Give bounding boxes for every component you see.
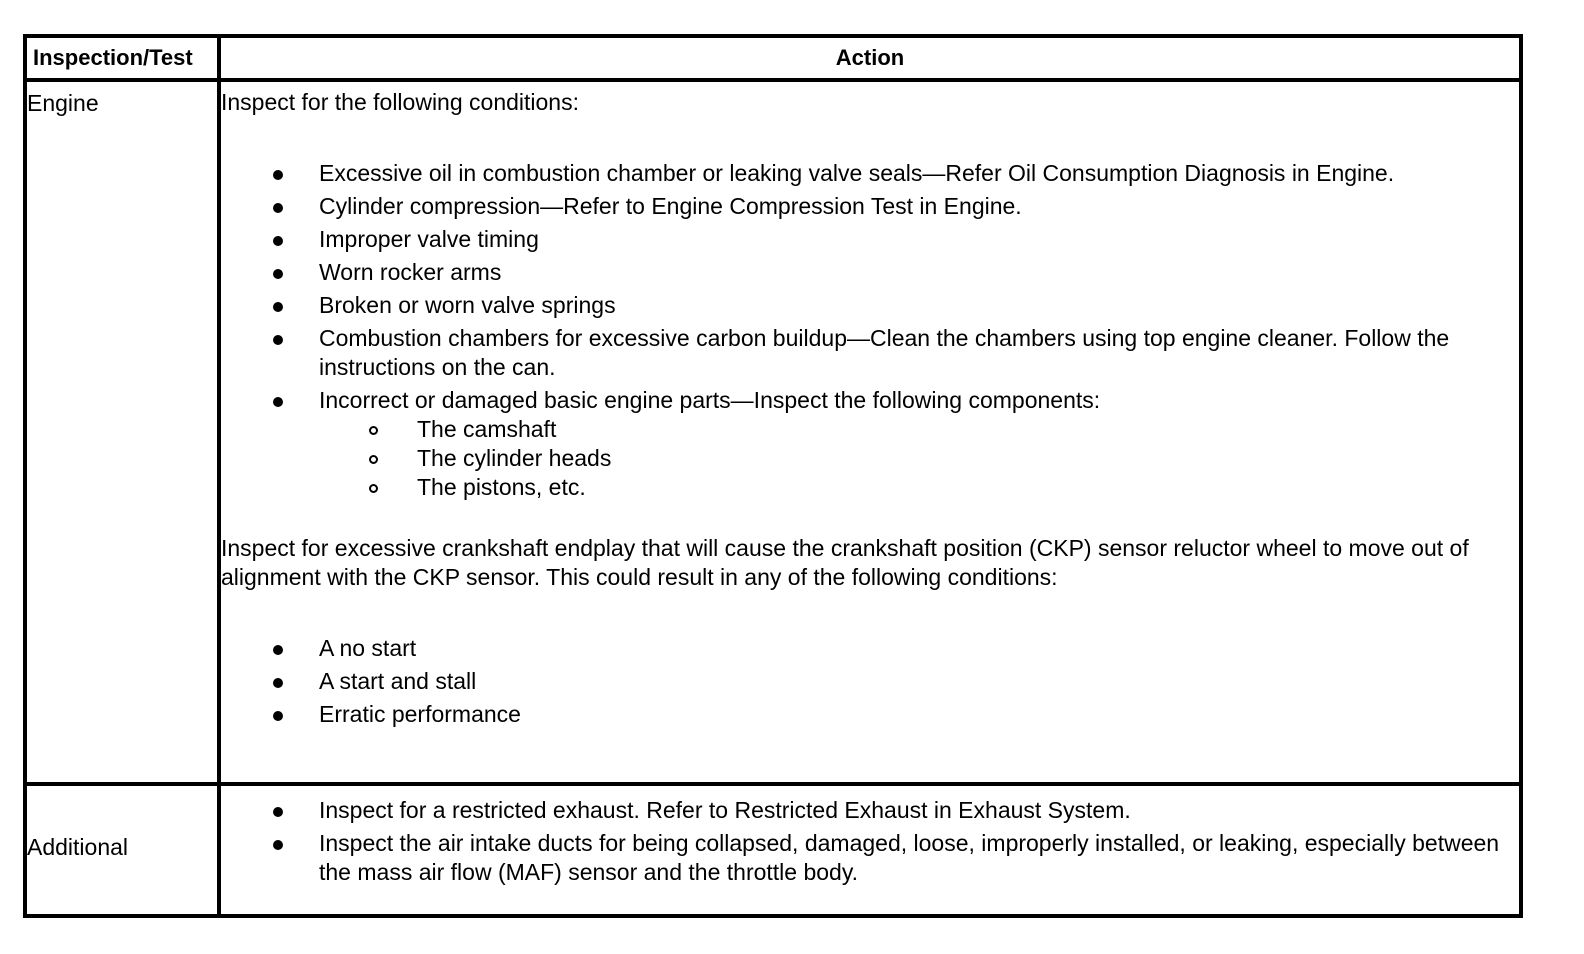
condition-text: Improper valve timing (319, 226, 539, 252)
additional-row (25, 784, 1521, 916)
condition-text: Broken or worn valve springs (319, 292, 616, 318)
list-item (221, 829, 1519, 887)
condition-text: Cylinder compression—Refer to Engine Compression Test in Engine. (319, 193, 1022, 219)
sub-list-item (319, 415, 1519, 444)
list-item (221, 291, 1519, 320)
list-item (221, 700, 1519, 729)
condition-text: Incorrect or damaged basic engine parts—Inspect the following components: (319, 387, 1101, 413)
bullet-icon (273, 397, 283, 407)
engine-intro: Inspect for the following conditions: (221, 89, 579, 115)
condition-text: Worn rocker arms (319, 259, 502, 285)
list-item (221, 192, 1519, 221)
additional-label: Additional (25, 784, 219, 916)
engine-row (25, 80, 1521, 784)
additional-text: Inspect for a restricted exhaust. Refer to Restricted Exhaust in Exhaust System. (319, 797, 1131, 823)
header-row (25, 36, 1521, 80)
bullet-icon (273, 645, 283, 655)
condition-text: Combustion chambers for excessive carbon buildup—Clean the chambers using top engine cleaner. Follow the instructions on the can. (319, 325, 1450, 380)
list-item (221, 159, 1519, 188)
component-text: The cylinder heads (417, 445, 612, 471)
inspection-table (23, 34, 1523, 918)
sub-list-item (319, 473, 1519, 502)
result-text: Erratic performance (319, 701, 521, 727)
list-item (221, 324, 1519, 382)
circle-bullet-icon (369, 484, 378, 493)
additional-items-list (221, 796, 1519, 887)
bullet-icon (273, 711, 283, 721)
bullet-icon (273, 203, 283, 213)
sub-list-item (319, 444, 1519, 473)
list-item (221, 634, 1519, 663)
condition-text: Excessive oil in combustion chamber or leaking valve seals—Refer Oil Consumption Diagnosis in Engine. (319, 160, 1395, 186)
engine-action-cell (219, 80, 1521, 784)
result-text: A start and stall (319, 668, 477, 694)
list-item (221, 796, 1519, 825)
additional-text: Inspect the air intake ducts for being collapsed, damaged, loose, improperly installed, or leaking, especially between the mass air flow (MAF) sensor and the throttle body. (319, 830, 1500, 885)
bullet-icon (273, 840, 283, 850)
bullet-icon (273, 335, 283, 345)
component-text: The camshaft (417, 416, 557, 442)
engine-components-list (319, 415, 1519, 502)
additional-action-cell (219, 784, 1521, 916)
header-action: Action (219, 36, 1521, 80)
component-text: The pistons, etc. (417, 474, 586, 500)
engine-conditions-list (221, 159, 1519, 502)
list-item (221, 386, 1519, 502)
crankshaft-note: Inspect for excessive crankshaft endplay that will cause the crankshaft position (CKP) sensor reluctor wheel to move out of alignment with the CKP sensor. This could result in any of the following conditions: (221, 535, 1469, 590)
engine-label: Engine (25, 80, 219, 784)
list-item (221, 225, 1519, 254)
list-item (221, 667, 1519, 696)
bullet-icon (273, 269, 283, 279)
result-text: A no start (319, 635, 417, 661)
bullet-icon (273, 678, 283, 688)
bullet-icon (273, 807, 283, 817)
bullet-icon (273, 236, 283, 246)
circle-bullet-icon (369, 455, 378, 464)
bullet-icon (273, 170, 283, 180)
engine-results-list (221, 634, 1519, 729)
bullet-icon (273, 302, 283, 312)
list-item (221, 258, 1519, 287)
circle-bullet-icon (369, 426, 378, 435)
header-inspection-test: Inspection/Test (25, 36, 219, 80)
